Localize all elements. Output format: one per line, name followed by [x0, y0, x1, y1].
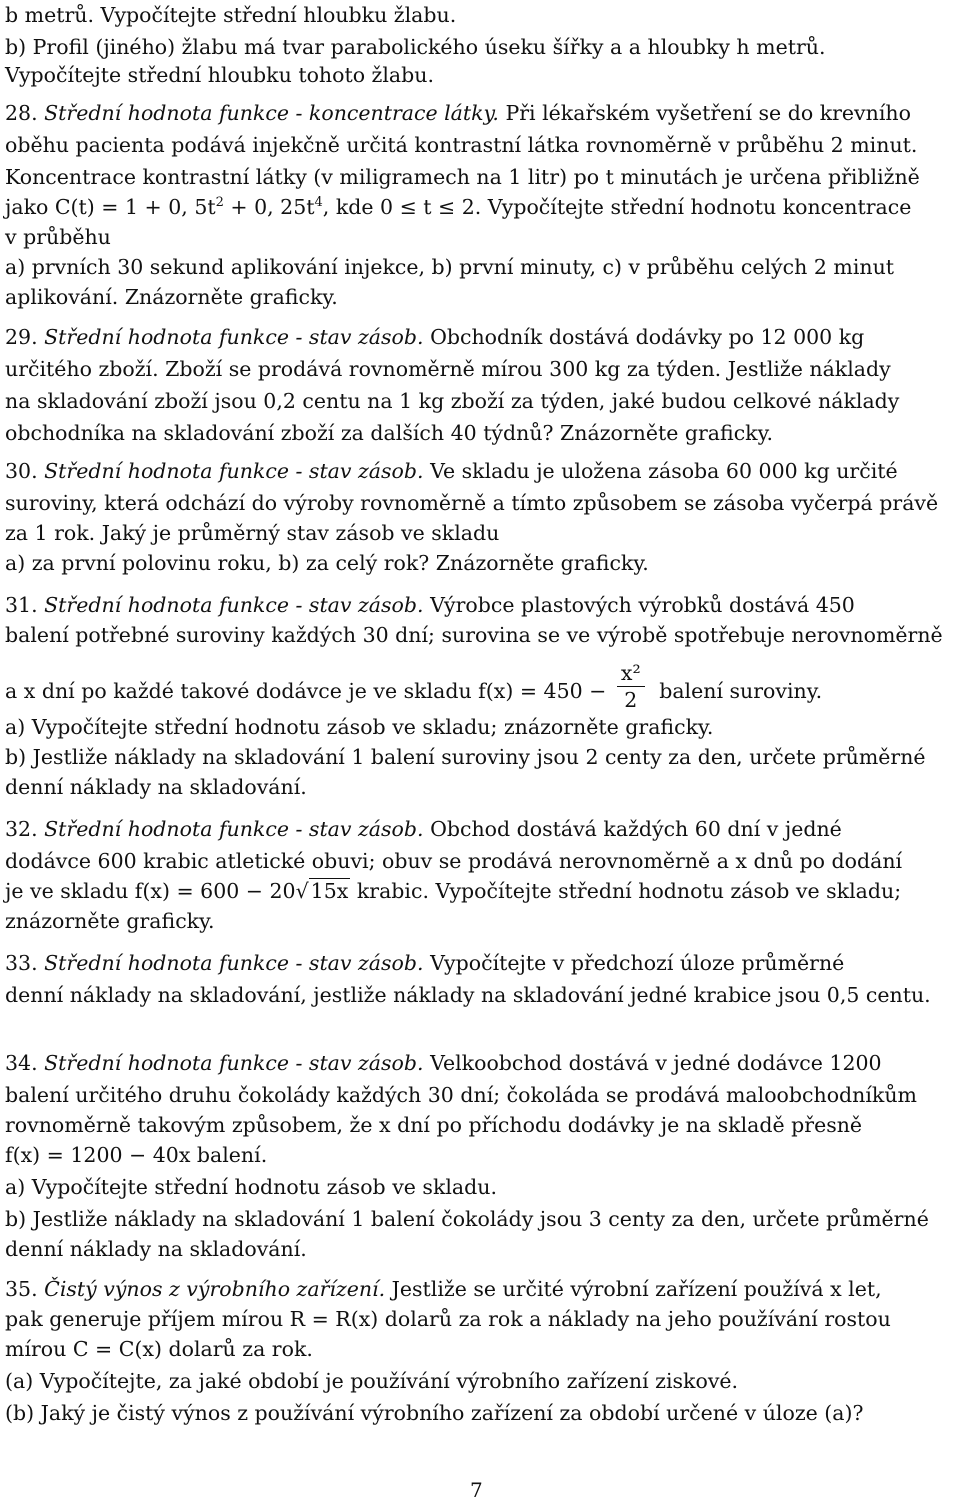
problem-title: Čistý výnos z výrobního zařízení. — [44, 1277, 386, 1301]
text-run: , kde 0 ≤ t ≤ 2. Vypočítejte střední hodnotu koncentrace — [322, 195, 912, 219]
problem-title: Střední hodnota funkce - koncentrace látky. — [44, 101, 499, 125]
problem-title: Střední hodnota funkce - stav zásob. — [44, 325, 424, 349]
problem-number: 35. — [5, 1277, 38, 1301]
text-line: rovnoměrně takovým způsobem, že x dní po příchodu dodávky je na skladě přesně — [5, 1113, 863, 1137]
problem-number: 34. — [5, 1051, 38, 1075]
fraction — [617, 660, 645, 713]
problem-number: 32. — [5, 817, 38, 841]
problem-31-heading — [5, 590, 855, 620]
text-line: a) Vypočítejte střední hodnotu zásob ve skladu. — [5, 1175, 497, 1199]
radicand: 15x — [310, 879, 349, 903]
text-run: Vypočítejte v předchozí úloze průměrné — [430, 951, 845, 975]
text-line: znázorněte graficky. — [5, 909, 215, 933]
text-line: b) Jestliže náklady na skladování 1 balení suroviny jsou 2 centy za den, určete průměrné — [5, 745, 926, 769]
text-line: za 1 rok. Jaký je průměrný stav zásob ve skladu — [5, 521, 500, 545]
text-line: b metrů. Vypočítejte střední hloubku žlabu. — [5, 3, 457, 27]
exponent: 2 — [215, 195, 224, 210]
text-line: (b) Jaký je čistý výnos z používání výrobního zařízení za období určené v úloze (a)? — [5, 1401, 864, 1425]
text-run: je ve skladu f(x) = 600 − 20 — [5, 879, 296, 903]
text-line: b) Profil (jiného) žlabu má tvar parabolického úseku šířky a a hloubky h metrů. — [5, 35, 826, 59]
exponent: 4 — [314, 195, 323, 210]
text-line: v průběhu — [5, 225, 111, 249]
problem-title: Střední hodnota funkce - stav zásob. — [44, 459, 424, 483]
text-run: + 0, 25t — [223, 195, 315, 219]
text-line: určitého zboží. Zboží se prodává rovnoměrně mírou 300 kg za týden. Jestliže náklady — [5, 357, 891, 381]
text-line: denní náklady na skladování. — [5, 775, 307, 799]
text-line: mírou C = C(x) dolarů za rok. — [5, 1337, 313, 1361]
problem-number: 30. — [5, 459, 38, 483]
text-line: Vypočítejte střední hloubku tohoto žlabu. — [5, 63, 434, 87]
text-run: jako C(t) = 1 + 0, 5t — [5, 195, 216, 219]
text-line: balení potřebné suroviny každých 30 dní; surovina se ve výrobě spotřebuje nerovnoměrně — [5, 623, 943, 647]
problem-32-heading — [5, 814, 842, 844]
text-run: Při lékařském vyšetření se do krevního — [505, 101, 911, 125]
text-line: a) za první polovinu roku, b) za celý rok? Znázorněte graficky. — [5, 551, 649, 575]
text-run: Obchod dostává každých 60 dní v jedné — [430, 817, 842, 841]
text-run: balení suroviny. — [659, 679, 823, 703]
text-line: pak generuje příjem mírou R = R(x) dolarů za rok a náklady na jeho používání rostou — [5, 1307, 891, 1331]
square-root — [296, 876, 351, 906]
text-line: denní náklady na skladování. — [5, 1237, 307, 1261]
text-line: f(x) = 1200 − 40x balení. — [5, 1143, 268, 1167]
text-line: suroviny, která odchází do výroby rovnoměrně a tímto způsobem se zásoba vyčerpá právě — [5, 491, 939, 515]
problem-29-heading — [5, 322, 864, 352]
problem-number: 28. — [5, 101, 38, 125]
text-run: Ve skladu je uložena zásoba 60 000 kg určité — [430, 459, 898, 483]
text-line: na skladování zboží jsou 0,2 centu na 1 kg zboží za týden, jaké budou celkové náklady — [5, 389, 900, 413]
text-line: (a) Vypočítejte, za jaké období je používání výrobního zařízení ziskové. — [5, 1369, 739, 1393]
problem-title: Střední hodnota funkce - stav zásob. — [44, 593, 424, 617]
problem-number: 31. — [5, 593, 38, 617]
text-run: krabic. Vypočítejte střední hodnotu zásob ve skladu; — [356, 879, 902, 903]
text-run: Jestliže se určité výrobní zařízení používá x let, — [391, 1277, 882, 1301]
text-run: Výrobce plastových výrobků dostává 450 — [430, 593, 855, 617]
page-number: 7 — [470, 1478, 483, 1502]
text-line: aplikování. Znázorněte graficky. — [5, 285, 338, 309]
radical-sign: √ — [295, 879, 309, 903]
text-line: obchodníka na skladování zboží za dalších 40 týdnů? Znázorněte graficky. — [5, 421, 773, 445]
text-line: balení určitého druhu čokolády každých 30 dní; čokoláda se prodává maloobchodníkům — [5, 1083, 917, 1107]
text-run: Obchodník dostává dodávky po 12 000 kg — [430, 325, 865, 349]
formula-line — [5, 876, 901, 906]
problem-33-heading — [5, 948, 844, 978]
problem-30-heading — [5, 456, 898, 486]
text-line: Koncentrace kontrastní látky (v miligramech na 1 litr) po t minutách je určena přibližně — [5, 165, 920, 189]
text-line: denní náklady na skladování, jestliže náklady na skladování jedné krabice jsou 0,5 centu. — [5, 983, 931, 1007]
problem-number: 29. — [5, 325, 38, 349]
text-line: b) Jestliže náklady na skladování 1 balení čokolády jsou 3 centy za den, určete průměrné — [5, 1207, 929, 1231]
text-line: a) Vypočítejte střední hodnotu zásob ve skladu; znázorněte graficky. — [5, 715, 714, 739]
fraction-denominator: 2 — [624, 688, 638, 712]
text-line: a) prvních 30 sekund aplikování injekce, b) první minuty, c) v průběhu celých 2 minut — [5, 255, 895, 279]
problem-title: Střední hodnota funkce - stav zásob. — [44, 817, 424, 841]
fraction-numerator: x² — [620, 661, 641, 685]
problem-title: Střední hodnota funkce - stav zásob. — [44, 951, 424, 975]
problem-number: 33. — [5, 951, 38, 975]
problem-35-heading — [5, 1274, 882, 1304]
text-run: a x dní po každé takové dodávce je ve skladu f(x) = 450 − — [5, 679, 607, 703]
problem-34-heading — [5, 1048, 882, 1078]
text-run: Velkoobchod dostává v jedné dodávce 1200 — [430, 1051, 882, 1075]
problem-28-heading — [5, 98, 911, 128]
formula-line — [5, 192, 911, 222]
text-line: dodávce 600 krabic atletické obuvi; obuv se prodává nerovnoměrně a x dnů po dodání — [5, 849, 903, 873]
problem-title: Střední hodnota funkce - stav zásob. — [44, 1051, 424, 1075]
text-line: oběhu pacienta podává injekčně určitá kontrastní látka rovnoměrně v průběhu 2 minut. — [5, 133, 918, 157]
